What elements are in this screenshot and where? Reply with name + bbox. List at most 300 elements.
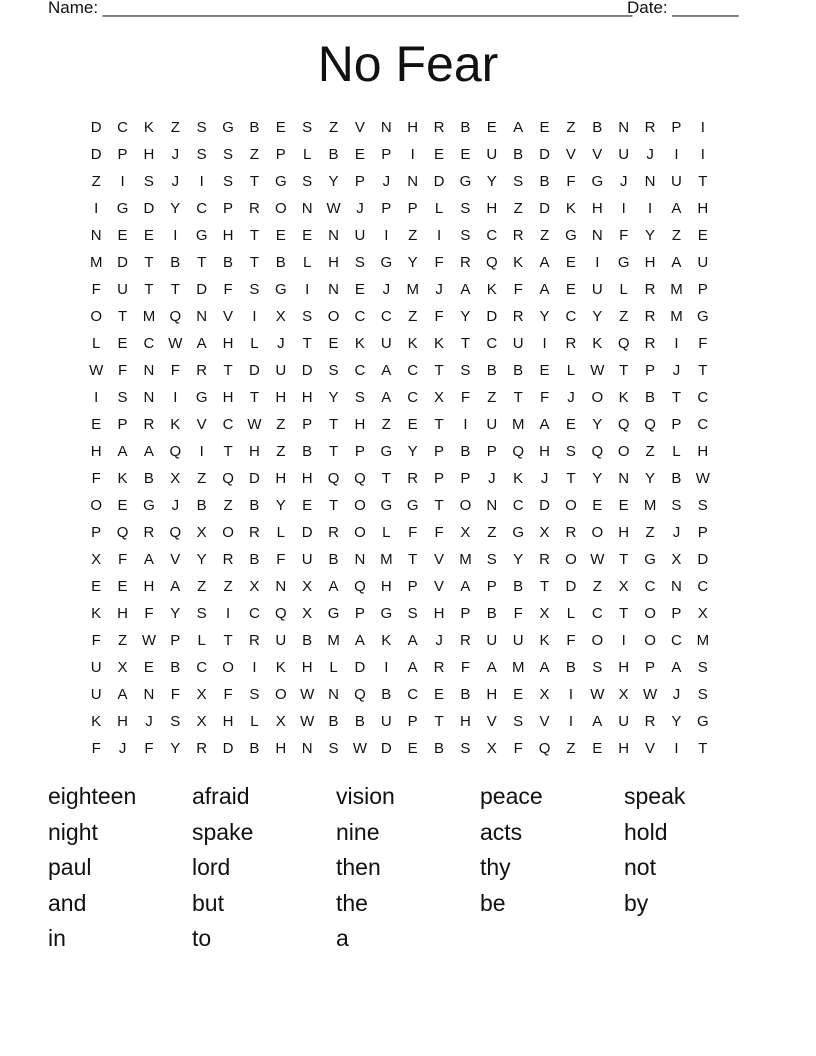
grid-letter: T xyxy=(144,281,154,298)
word-list-item: nine xyxy=(336,818,380,845)
grid-letter: U xyxy=(591,281,603,298)
word-list-item: paul xyxy=(48,854,92,880)
grid-letter: J xyxy=(540,470,549,487)
grid-letter: S xyxy=(513,713,524,730)
grid-letter: T xyxy=(223,632,233,649)
grid-letter: Q xyxy=(354,470,366,487)
grid-letter: H xyxy=(380,578,392,595)
grid-letter: B xyxy=(460,119,471,136)
grid-letter: D xyxy=(222,740,234,757)
grid-row xyxy=(83,411,743,438)
grid-letter: B xyxy=(328,713,339,730)
grid-letter: K xyxy=(143,119,154,136)
grid-letter: H xyxy=(275,470,287,487)
word-list-item: thy xyxy=(480,854,511,880)
grid-letter: N xyxy=(196,308,208,325)
grid-letter: E xyxy=(328,335,339,352)
grid-letter: R xyxy=(644,308,656,325)
grid-letter: P xyxy=(697,524,708,541)
grid-letter: Q xyxy=(354,578,366,595)
word-list-item: eighteen xyxy=(48,783,137,809)
grid-letter: A xyxy=(539,254,550,271)
grid-letter: G xyxy=(222,119,234,136)
grid-letter: U xyxy=(486,146,498,163)
grid-letter: S xyxy=(697,686,708,703)
word-list-item: the xyxy=(336,889,368,916)
grid-letter: A xyxy=(671,254,682,271)
grid-letter: A xyxy=(143,551,154,568)
grid-letter: I xyxy=(199,443,204,460)
grid-letter: T xyxy=(223,362,233,379)
grid-letter: T xyxy=(144,254,154,271)
grid-letter: H xyxy=(275,389,287,406)
grid-letter: Z xyxy=(117,632,128,649)
grid-letter: C xyxy=(591,605,603,622)
grid-letter: U xyxy=(618,146,630,163)
grid-letter: A xyxy=(381,389,392,406)
grid-letter: J xyxy=(435,632,443,649)
grid-letter: C xyxy=(407,686,419,703)
grid-letter: V xyxy=(223,308,234,325)
grid-letter: P xyxy=(645,362,656,379)
grid-letter: I xyxy=(700,146,705,163)
grid-letter: O xyxy=(222,659,234,676)
grid-letter: R xyxy=(644,335,656,352)
grid-letter: X xyxy=(539,605,550,622)
grid-letter: K xyxy=(170,416,181,433)
grid-letter: H xyxy=(301,470,313,487)
grid-letter: T xyxy=(249,227,260,244)
grid-letter: S xyxy=(513,173,524,190)
grid-letter: X xyxy=(671,551,682,568)
grid-letter: W xyxy=(247,416,262,433)
grid-letter: H xyxy=(486,200,498,217)
grid-letter: I xyxy=(674,740,679,757)
grid-letter: Q xyxy=(169,308,182,325)
grid-letter: Z xyxy=(671,227,682,244)
grid-letter: O xyxy=(90,497,103,514)
grid-letter: I xyxy=(173,227,178,244)
grid-letter: W xyxy=(300,686,315,703)
grid-letter: E xyxy=(302,497,313,514)
grid-letter: J xyxy=(171,146,180,163)
grid-letter: R xyxy=(143,416,155,433)
grid-letter: L xyxy=(250,335,259,352)
grid-letter: N xyxy=(275,578,287,595)
grid-letter: V xyxy=(354,119,365,136)
grid-letter: L xyxy=(434,200,444,217)
grid-letter: K xyxy=(354,335,365,352)
grid-letter: Y xyxy=(592,308,603,325)
grid-letter: F xyxy=(144,605,154,622)
grid-letter: I xyxy=(410,146,415,163)
grid-letter: J xyxy=(488,470,496,487)
grid-letter: I xyxy=(568,686,574,703)
grid-letter: M xyxy=(327,632,340,649)
grid-letter: G xyxy=(617,254,630,271)
grid-letter: D xyxy=(301,524,313,541)
grid-letter: R xyxy=(644,713,656,730)
grid-letter: O xyxy=(90,308,103,325)
grid-letter: Z xyxy=(619,308,629,325)
grid-letter: X xyxy=(249,578,260,595)
grid-letter: X xyxy=(91,551,102,568)
grid-letter: E xyxy=(565,254,576,271)
grid-letter: I xyxy=(384,227,389,244)
grid-letter: C xyxy=(644,578,656,595)
grid-letter: Q xyxy=(512,443,525,460)
grid-letter: Y xyxy=(275,497,286,514)
grid-letter: W xyxy=(352,740,368,757)
grid-letter: V xyxy=(565,146,576,163)
grid-letter: P xyxy=(460,470,471,487)
word-list-item: to xyxy=(192,925,212,951)
word-list-item: afraid xyxy=(192,783,250,809)
grid-letter: J xyxy=(567,389,575,406)
grid-letter: D xyxy=(380,740,392,757)
grid-letter: H xyxy=(539,443,550,460)
grid-letter: G xyxy=(274,173,287,190)
grid-letter: J xyxy=(382,173,391,190)
grid-letter: F xyxy=(460,389,471,406)
grid-letter: G xyxy=(195,227,208,244)
word-list-item: not xyxy=(624,854,656,880)
grid-row xyxy=(83,141,743,168)
grid-letter: B xyxy=(196,497,207,514)
grid-letter: B xyxy=(143,470,154,487)
grid-letter: B xyxy=(513,578,524,595)
grid-letter: I xyxy=(252,308,257,325)
grid-letter: I xyxy=(621,200,626,217)
grid-letter: O xyxy=(644,605,656,622)
grid-letter: L xyxy=(672,443,681,460)
grid-letter: B xyxy=(513,146,524,163)
grid-letter: I xyxy=(384,659,389,676)
grid-letter: M xyxy=(643,497,657,514)
grid-letter: Q xyxy=(354,686,366,703)
grid-letter: V xyxy=(592,146,603,163)
grid-letter: S xyxy=(196,146,207,163)
grid-letter: R xyxy=(565,524,577,541)
grid-letter: S xyxy=(302,308,313,325)
grid-letter: A xyxy=(671,200,682,217)
grid-letter: R xyxy=(222,551,234,568)
grid-letter: C xyxy=(354,362,366,379)
grid-letter: E xyxy=(513,686,524,703)
grid-letter: W xyxy=(326,200,341,217)
grid-letter: K xyxy=(539,632,550,649)
grid-letter: K xyxy=(434,335,445,352)
grid-letter: I xyxy=(700,119,705,136)
grid-letter: T xyxy=(408,551,418,568)
grid-letter: Z xyxy=(328,119,339,136)
grid-letter: G xyxy=(459,173,472,190)
word-list-item: in xyxy=(48,925,66,951)
grid-letter: A xyxy=(513,119,524,136)
grid-letter: H xyxy=(618,659,630,676)
grid-letter: S xyxy=(460,740,471,757)
grid-letter: Z xyxy=(197,578,207,595)
grid-letter: N xyxy=(591,227,603,244)
grid-letter: D xyxy=(249,362,260,379)
grid-letter: F xyxy=(117,362,128,379)
grid-row xyxy=(83,384,743,411)
grid-letter: P xyxy=(302,416,313,433)
grid-letter: V xyxy=(434,551,445,568)
grid-letter: Z xyxy=(408,308,418,325)
grid-letter: Y xyxy=(170,740,181,757)
grid-letter: Z xyxy=(276,443,286,460)
grid-letter: P xyxy=(117,416,128,433)
grid-row xyxy=(83,735,743,762)
grid-letter: S xyxy=(565,443,576,460)
grid-row xyxy=(83,114,743,141)
grid-letter: P xyxy=(223,200,234,217)
grid-letter: K xyxy=(513,470,524,487)
grid-letter: R xyxy=(328,524,339,541)
grid-letter: E xyxy=(539,119,550,136)
grid-letter: U xyxy=(354,227,366,244)
grid-letter: T xyxy=(671,389,682,406)
grid-letter: Y xyxy=(328,389,339,406)
grid-letter: E xyxy=(592,740,603,757)
grid-letter: B xyxy=(302,443,313,460)
grid-letter: H xyxy=(222,227,234,244)
grid-letter: E xyxy=(697,227,708,244)
grid-letter: I xyxy=(463,416,468,433)
grid-letter: E xyxy=(407,416,418,433)
grid-letter: C xyxy=(697,416,709,433)
grid-letter: N xyxy=(380,119,392,136)
grid-letter: U xyxy=(90,686,102,703)
grid-letter: U xyxy=(380,713,392,730)
grid-letter: B xyxy=(249,551,260,568)
grid-letter: X xyxy=(618,686,629,703)
grid-letter: V xyxy=(170,551,181,568)
grid-letter: N xyxy=(486,497,498,514)
grid-letter: J xyxy=(646,146,654,163)
grid-row xyxy=(83,492,743,519)
grid-letter: D xyxy=(539,497,550,514)
grid-letter: F xyxy=(434,524,444,541)
grid-letter: Q xyxy=(222,470,234,487)
grid-row xyxy=(83,654,743,681)
grid-letter: R xyxy=(644,281,656,298)
grid-letter: P xyxy=(91,524,102,541)
grid-letter: N xyxy=(143,686,155,703)
grid-letter: B xyxy=(565,659,576,676)
grid-letter: H xyxy=(222,713,234,730)
grid-letter: B xyxy=(645,389,656,406)
grid-letter: Z xyxy=(170,119,180,136)
grid-letter: U xyxy=(512,335,524,352)
grid-letter: C xyxy=(196,200,208,217)
grid-letter: J xyxy=(672,362,681,379)
grid-letter: T xyxy=(460,335,471,352)
grid-letter: D xyxy=(117,254,128,271)
grid-letter: A xyxy=(328,578,339,595)
grid-letter: G xyxy=(195,389,208,406)
grid-letter: H xyxy=(249,443,260,460)
grid-letter: I xyxy=(674,335,679,352)
grid-letter: Q xyxy=(617,416,630,433)
grid-letter: T xyxy=(302,335,312,352)
grid-letter: U xyxy=(117,281,128,298)
grid-letter: E xyxy=(407,740,418,757)
grid-letter: B xyxy=(249,740,260,757)
grid-letter: Y xyxy=(170,200,181,217)
grid-letter: S xyxy=(196,605,207,622)
grid-letter: D xyxy=(433,173,445,190)
grid-letter: B xyxy=(170,659,181,676)
grid-letter: H xyxy=(301,389,313,406)
grid-letter: W xyxy=(695,470,710,487)
grid-letter: K xyxy=(381,632,392,649)
grid-letter: G xyxy=(274,281,287,298)
grid-letter: X xyxy=(697,605,708,622)
grid-letter: N xyxy=(328,686,339,703)
grid-letter: I xyxy=(199,173,204,190)
grid-letter: B xyxy=(381,686,392,703)
grid-letter: Q xyxy=(274,605,287,622)
grid-letter: R xyxy=(565,335,577,352)
grid-letter: J xyxy=(382,281,391,298)
grid-letter: W xyxy=(168,335,183,352)
grid-letter: M xyxy=(406,281,419,298)
grid-letter: J xyxy=(145,713,153,730)
grid-letter: F xyxy=(91,740,101,757)
grid-letter: Y xyxy=(407,443,418,460)
word-list-item: be xyxy=(480,889,506,916)
grid-letter: R xyxy=(539,551,550,568)
grid-letter: K xyxy=(592,335,603,352)
grid-letter: S xyxy=(697,659,708,676)
grid-letter: F xyxy=(434,254,444,271)
grid-letter: N xyxy=(328,281,339,298)
grid-letter: O xyxy=(459,497,472,514)
grid-letter: A xyxy=(381,362,392,379)
grid-letter: G xyxy=(116,200,129,217)
grid-letter: S xyxy=(302,119,313,136)
grid-letter: D xyxy=(196,281,208,298)
grid-letter: Q xyxy=(644,416,656,433)
grid-letter: T xyxy=(434,416,444,433)
grid-letter: C xyxy=(143,335,155,352)
grid-letter: Z xyxy=(487,389,497,406)
grid-row xyxy=(83,573,743,600)
grid-letter: D xyxy=(249,470,260,487)
grid-letter: T xyxy=(223,443,233,460)
grid-letter: Z xyxy=(513,200,523,217)
grid-letter: O xyxy=(565,551,577,568)
grid-letter: P xyxy=(275,146,286,163)
grid-letter: Z xyxy=(223,578,233,595)
grid-letter: G xyxy=(406,497,419,514)
grid-letter: W xyxy=(590,551,605,568)
grid-letter: J xyxy=(672,686,681,703)
grid-letter: G xyxy=(565,227,577,244)
grid-letter: S xyxy=(249,686,260,703)
grid-letter: S xyxy=(592,659,603,676)
grid-letter: B xyxy=(223,254,234,271)
word-list-item: then xyxy=(336,854,381,880)
grid-letter: S xyxy=(460,200,471,217)
grid-letter: V xyxy=(539,713,550,730)
word-list-item: vision xyxy=(336,783,395,809)
word-list xyxy=(48,781,768,959)
grid-letter: Y xyxy=(170,605,181,622)
grid-letter: E xyxy=(592,497,603,514)
grid-letter: T xyxy=(170,281,180,298)
grid-letter: B xyxy=(460,686,471,703)
grid-letter: B xyxy=(486,605,497,622)
grid-letter: N xyxy=(407,173,419,190)
grid-letter: T xyxy=(197,254,207,271)
word-list-item: by xyxy=(624,889,649,916)
grid-letter: A xyxy=(460,281,471,298)
grid-row xyxy=(83,627,743,654)
grid-letter: R xyxy=(143,524,155,541)
grid-letter: Z xyxy=(566,740,576,757)
grid-letter: S xyxy=(249,281,260,298)
grid-letter: O xyxy=(354,524,366,541)
grid-letter: G xyxy=(380,497,393,514)
grid-letter: C xyxy=(671,632,682,649)
grid-letter: B xyxy=(513,362,524,379)
grid-letter: N xyxy=(671,578,682,595)
grid-letter: T xyxy=(698,740,708,757)
grid-letter: I xyxy=(305,281,310,298)
grid-letter: D xyxy=(539,146,550,163)
grid-letter: X xyxy=(196,686,207,703)
grid-letter: N xyxy=(644,173,656,190)
grid-letter: E xyxy=(117,497,128,514)
word-list-item: acts xyxy=(480,818,523,845)
grid-letter: Y xyxy=(645,227,656,244)
grid-row xyxy=(83,681,743,708)
grid-letter: I xyxy=(94,200,99,217)
grid-letter: G xyxy=(512,524,525,541)
grid-letter: Z xyxy=(645,524,655,541)
grid-letter: Z xyxy=(487,524,497,541)
grid-letter: P xyxy=(486,443,497,460)
grid-letter: F xyxy=(566,173,576,190)
grid-letter: H xyxy=(591,200,603,217)
grid-row xyxy=(83,519,743,546)
grid-letter: T xyxy=(698,173,708,190)
grid-row xyxy=(83,438,743,465)
grid-letter: B xyxy=(249,497,260,514)
grid-letter: I xyxy=(595,254,600,271)
grid-letter: T xyxy=(434,713,444,730)
grid-letter: Z xyxy=(566,119,576,136)
grid-letter: O xyxy=(274,200,287,217)
grid-letter: U xyxy=(275,362,287,379)
grid-letter: O xyxy=(222,524,234,541)
grid-letter: M xyxy=(142,308,156,325)
grid-letter: D xyxy=(143,200,155,217)
grid-letter: T xyxy=(434,497,444,514)
grid-letter: U xyxy=(486,416,498,433)
grid-letter: B xyxy=(328,551,339,568)
grid-letter: F xyxy=(513,281,523,298)
grid-letter: P xyxy=(407,713,418,730)
grid-letter: P xyxy=(354,173,365,190)
grid-letter: L xyxy=(382,524,391,541)
grid-letter: N xyxy=(618,470,630,487)
grid-letter: A xyxy=(117,686,128,703)
grid-letter: O xyxy=(354,497,366,514)
